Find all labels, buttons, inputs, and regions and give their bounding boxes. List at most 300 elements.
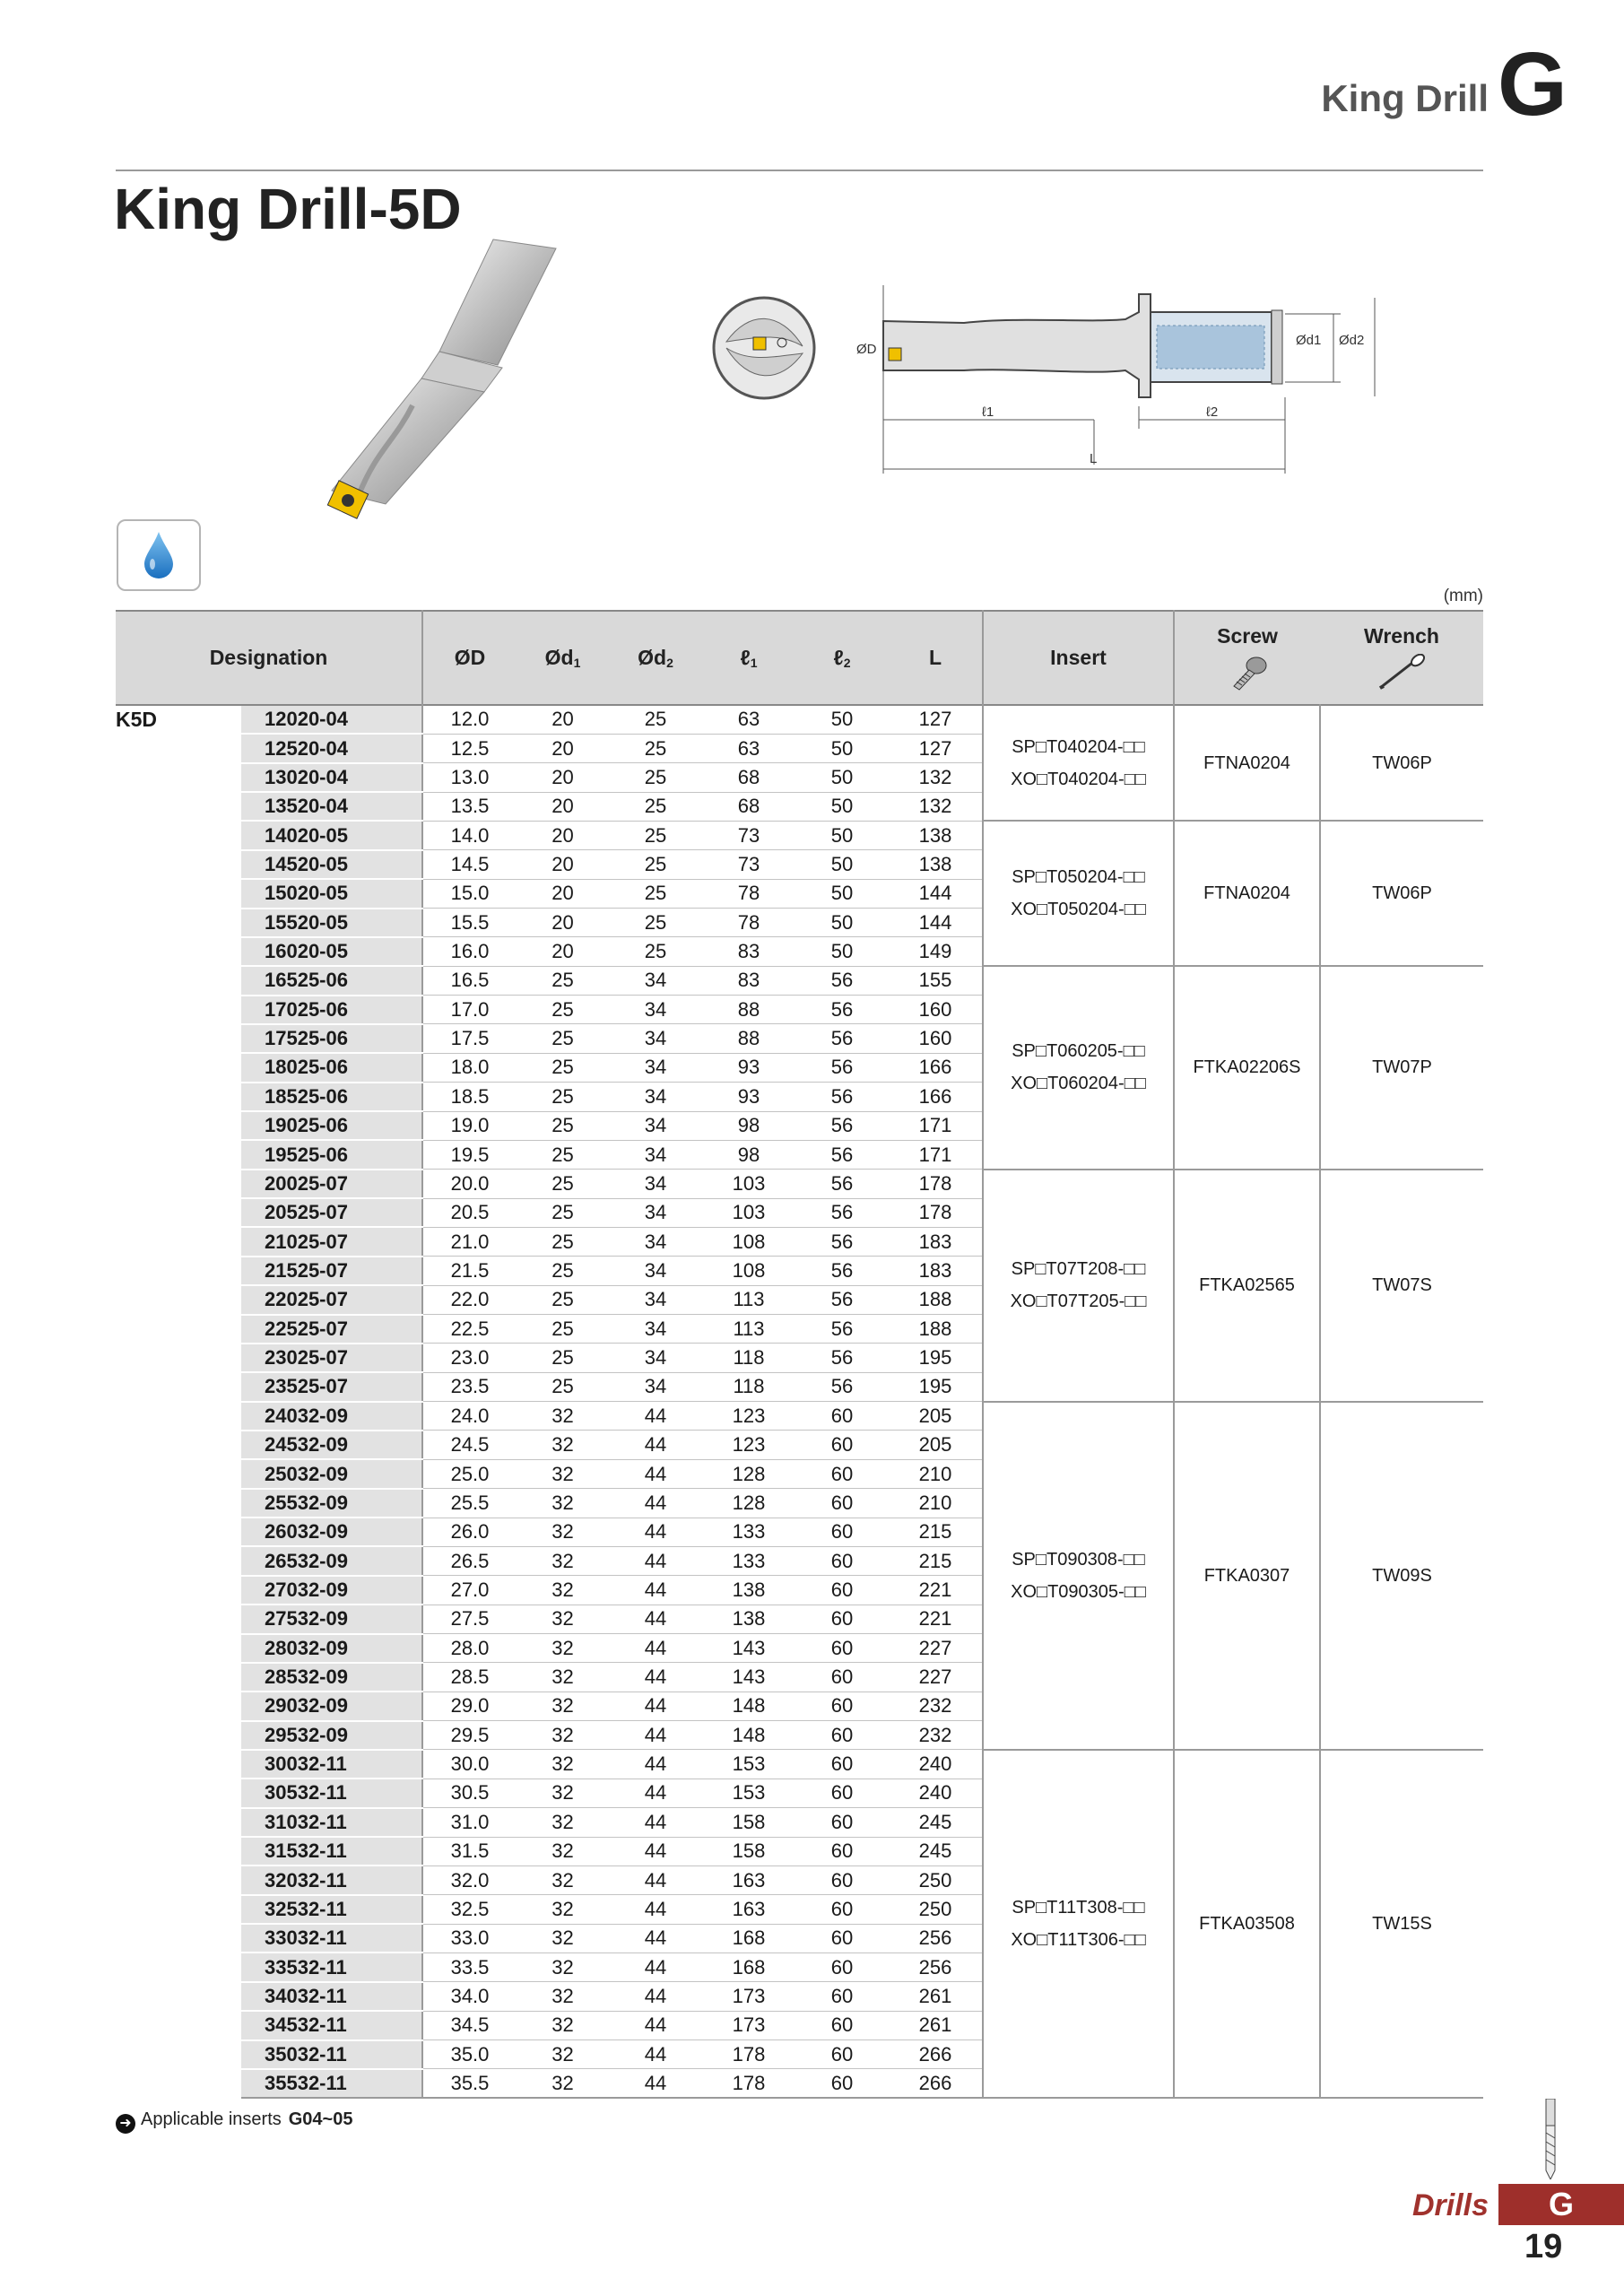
cell-L: 178: [889, 1170, 983, 1198]
cell-L: 132: [889, 792, 983, 821]
drill-photo: [197, 235, 646, 540]
cell-L: 195: [889, 1344, 983, 1372]
cell-l2: 60: [795, 1518, 889, 1546]
cell-l1: 108: [702, 1227, 795, 1256]
cell-designation: 14020-05: [241, 821, 422, 849]
cell-od: 18.5: [422, 1083, 517, 1111]
cell-od1: 32: [517, 1576, 609, 1605]
cell-screw: FTNA0204: [1174, 821, 1320, 966]
cell-L: 250: [889, 1866, 983, 1894]
cell-l1: 118: [702, 1372, 795, 1401]
cell-od1: 25: [517, 1140, 609, 1169]
applicable-inserts-reference[interactable]: [116, 2109, 352, 2134]
table-row: [116, 821, 1483, 849]
insert-code: SP□T090308-□□: [1012, 1549, 1145, 1570]
cell-L: 256: [889, 1924, 983, 1952]
cell-l1: 78: [702, 909, 795, 937]
cell-od2: 44: [609, 1576, 702, 1605]
cell-od: 19.5: [422, 1140, 517, 1169]
cell-l2: 56: [795, 1111, 889, 1140]
insert-code: XO□T050204-□□: [1011, 900, 1146, 920]
cell-screw: FTKA03508: [1174, 1750, 1320, 2098]
cell-designation: 17025-06: [241, 996, 422, 1024]
cell-L: 240: [889, 1750, 983, 1779]
cell-od1: 25: [517, 1344, 609, 1372]
cell-l1: 153: [702, 1779, 795, 1807]
cell-od1: 25: [517, 1111, 609, 1140]
cell-od: 35.0: [422, 2040, 517, 2069]
insert-code: SP□T050204-□□: [1012, 867, 1145, 888]
cell-od2: 44: [609, 1952, 702, 1981]
col-L: L: [889, 611, 983, 705]
cell-designation: 33532-11: [241, 1952, 422, 1981]
cell-l2: 60: [795, 1576, 889, 1605]
cell-L: 221: [889, 1605, 983, 1633]
cell-designation: 21525-07: [241, 1257, 422, 1285]
cell-l2: 50: [795, 792, 889, 821]
cell-od1: 25: [517, 1170, 609, 1198]
cell-od2: 44: [609, 1924, 702, 1952]
cell-l2: 60: [795, 1866, 889, 1894]
cell-designation: 34532-11: [241, 2011, 422, 2039]
col-l2: [795, 611, 889, 705]
ref-page: G04~05: [288, 2109, 353, 2129]
cell-l2: 60: [795, 1692, 889, 1720]
cell-od: 12.0: [422, 705, 517, 734]
cell-l2: 50: [795, 763, 889, 792]
cell-designation: 30032-11: [241, 1750, 422, 1779]
cell-l1: 118: [702, 1344, 795, 1372]
cell-od: 32.5: [422, 1895, 517, 1924]
cell-l1: 123: [702, 1402, 795, 1431]
cell-od1: 32: [517, 1663, 609, 1692]
cell-od2: 34: [609, 1024, 702, 1053]
cell-wrench: TW06P: [1320, 705, 1483, 821]
cell-wrench: TW07P: [1320, 966, 1483, 1170]
cell-od1: 32: [517, 1837, 609, 1866]
cell-L: 266: [889, 2040, 983, 2069]
cell-od1: 20: [517, 705, 609, 734]
cell-L: 195: [889, 1372, 983, 1401]
cell-designation: 31032-11: [241, 1808, 422, 1837]
cell-designation: 18025-06: [241, 1053, 422, 1082]
category-label: Drills: [1412, 2188, 1489, 2222]
cell-od1: 32: [517, 1808, 609, 1837]
cell-l1: 143: [702, 1634, 795, 1663]
cell-designation: 25032-09: [241, 1459, 422, 1488]
cell-designation: 19025-06: [241, 1111, 422, 1140]
cell-od: 20.5: [422, 1198, 517, 1227]
cell-L: 232: [889, 1692, 983, 1720]
cell-l2: 60: [795, 1808, 889, 1837]
cell-designation: 32532-11: [241, 1895, 422, 1924]
cell-od2: 25: [609, 763, 702, 792]
internal-coolant-badge: [117, 519, 201, 591]
cell-od2: 34: [609, 1344, 702, 1372]
cell-l1: 148: [702, 1692, 795, 1720]
cell-l2: 60: [795, 1489, 889, 1518]
cell-od2: 34: [609, 1372, 702, 1401]
cell-l1: 108: [702, 1257, 795, 1285]
header-section-letter: G: [1498, 34, 1568, 135]
cell-designation: 20525-07: [241, 1198, 422, 1227]
cell-l2: 60: [795, 2040, 889, 2069]
cell-l2: 56: [795, 1170, 889, 1198]
insert-code: XO□T060204-□□: [1011, 1074, 1146, 1094]
cell-L: 132: [889, 763, 983, 792]
insert-code: SP□T11T308-□□: [1012, 1898, 1145, 1918]
cell-l1: 143: [702, 1663, 795, 1692]
cell-designation: 15520-05: [241, 909, 422, 937]
cell-od: 27.5: [422, 1605, 517, 1633]
cell-l2: 60: [795, 1459, 889, 1488]
cell-L: 171: [889, 1111, 983, 1140]
cell-od1: 25: [517, 996, 609, 1024]
cell-designation: 19525-06: [241, 1140, 422, 1169]
cell-od: 17.5: [422, 1024, 517, 1053]
cell-designation: 22525-07: [241, 1315, 422, 1344]
col-insert: Insert: [983, 611, 1174, 705]
table-row: [116, 966, 1483, 995]
cell-L: 227: [889, 1663, 983, 1692]
cell-designation: 22025-07: [241, 1285, 422, 1314]
cell-od: 29.0: [422, 1692, 517, 1720]
cell-od1: 32: [517, 1546, 609, 1575]
cell-l1: 163: [702, 1895, 795, 1924]
cell-l1: 68: [702, 792, 795, 821]
page-title: King Drill-5D: [114, 177, 462, 241]
cell-od2: 44: [609, 1431, 702, 1459]
cell-od: 30.0: [422, 1750, 517, 1779]
cell-od: 33.5: [422, 1952, 517, 1981]
cell-designation: 24032-09: [241, 1402, 422, 1431]
cell-od2: 44: [609, 1692, 702, 1720]
cell-designation: 32032-11: [241, 1866, 422, 1894]
cell-l2: 60: [795, 1431, 889, 1459]
cell-od1: 25: [517, 1257, 609, 1285]
cell-l1: 168: [702, 1924, 795, 1952]
cell-designation: 33032-11: [241, 1924, 422, 1952]
cell-l1: 133: [702, 1518, 795, 1546]
cell-od: 13.5: [422, 792, 517, 821]
cell-designation: 23525-07: [241, 1372, 422, 1401]
col-l1: [702, 611, 795, 705]
cell-l2: 56: [795, 1315, 889, 1344]
cell-od: 34.0: [422, 1982, 517, 2011]
cell-od1: 32: [517, 1895, 609, 1924]
label-od2: Ød2: [1339, 333, 1365, 348]
cell-od: 21.0: [422, 1227, 517, 1256]
insert-code: SP□T040204-□□: [1012, 736, 1145, 757]
cell-od2: 34: [609, 1227, 702, 1256]
cell-l2: 50: [795, 705, 889, 734]
cell-designation: 27032-09: [241, 1576, 422, 1605]
arrow-right-icon: ➜: [116, 2114, 135, 2134]
cell-l1: 158: [702, 1808, 795, 1837]
insert-code: XO□T090305-□□: [1011, 1581, 1146, 1602]
cell-L: 144: [889, 909, 983, 937]
cell-L: 149: [889, 937, 983, 966]
cell-od1: 32: [517, 1692, 609, 1720]
cell-od: 33.0: [422, 1924, 517, 1952]
section-tab[interactable]: G: [1498, 2184, 1624, 2225]
cell-l2: 56: [795, 966, 889, 995]
cell-od1: 32: [517, 1402, 609, 1431]
header-product-name: King Drill: [1321, 77, 1489, 119]
cell-od2: 25: [609, 705, 702, 734]
cell-L: 178: [889, 1198, 983, 1227]
cell-od2: 44: [609, 1489, 702, 1518]
cell-L: 171: [889, 1140, 983, 1169]
table-row: [116, 1170, 1483, 1198]
col-screw-label: Screw: [1217, 624, 1278, 648]
cell-od1: 32: [517, 1459, 609, 1488]
cell-od: 31.0: [422, 1808, 517, 1837]
label-l1: ℓ1: [982, 404, 994, 420]
cell-l2: 60: [795, 1750, 889, 1779]
cell-od: 19.0: [422, 1111, 517, 1140]
cell-l2: 60: [795, 2069, 889, 2098]
cell-designation: 13020-04: [241, 763, 422, 792]
cell-od2: 34: [609, 1053, 702, 1082]
cell-od1: 32: [517, 2040, 609, 2069]
cell-designation: 14520-05: [241, 850, 422, 879]
cell-L: 166: [889, 1053, 983, 1082]
cell-designation: 13520-04: [241, 792, 422, 821]
cell-L: 215: [889, 1546, 983, 1575]
cell-L: 138: [889, 850, 983, 879]
cell-designation: 26532-09: [241, 1546, 422, 1575]
cell-od: 22.5: [422, 1315, 517, 1344]
cell-od2: 25: [609, 909, 702, 937]
table-header-row: [116, 611, 1483, 705]
cell-l2: 56: [795, 1257, 889, 1285]
cell-L: 205: [889, 1431, 983, 1459]
cell-l1: 93: [702, 1083, 795, 1111]
cell-l1: 163: [702, 1866, 795, 1894]
cell-od: 23.0: [422, 1344, 517, 1372]
cell-L: 245: [889, 1808, 983, 1837]
cell-od2: 44: [609, 1779, 702, 1807]
cell-designation: 28032-09: [241, 1634, 422, 1663]
cell-l1: 83: [702, 937, 795, 966]
cell-L: 232: [889, 1721, 983, 1750]
cell-l1: 83: [702, 966, 795, 995]
cell-l1: 73: [702, 850, 795, 879]
drill-thumbnail-icon: [1539, 2099, 1562, 2179]
cell-od2: 44: [609, 1634, 702, 1663]
label-od: ØD: [856, 342, 877, 357]
cell-l2: 56: [795, 1372, 889, 1401]
specification-table: [116, 610, 1483, 2099]
cell-L: 240: [889, 1779, 983, 1807]
cell-od2: 34: [609, 1198, 702, 1227]
col-l1-text: ℓ: [740, 646, 751, 669]
cell-L: 166: [889, 1083, 983, 1111]
cell-l2: 56: [795, 1198, 889, 1227]
insert-code: XO□T07T205-□□: [1010, 1292, 1147, 1312]
cell-od1: 32: [517, 2011, 609, 2039]
cell-od1: 25: [517, 1024, 609, 1053]
cell-od2: 44: [609, 1808, 702, 1837]
cell-designation: 12020-04: [241, 705, 422, 734]
cell-designation: 28532-09: [241, 1663, 422, 1692]
cell-L: 261: [889, 2011, 983, 2039]
cell-insert: [983, 705, 1174, 821]
insert-code: XO□T11T306-□□: [1011, 1930, 1146, 1951]
cell-L: 160: [889, 996, 983, 1024]
unit-label: (mm): [1443, 587, 1483, 605]
cell-l1: 63: [702, 734, 795, 762]
table-row: [116, 705, 1483, 734]
cell-L: 215: [889, 1518, 983, 1546]
col-wrench: [1320, 611, 1483, 705]
cell-od2: 44: [609, 1518, 702, 1546]
cell-od1: 20: [517, 909, 609, 937]
cell-od: 18.0: [422, 1053, 517, 1082]
cell-od2: 44: [609, 1546, 702, 1575]
cell-od1: 25: [517, 1285, 609, 1314]
cell-insert: [983, 966, 1174, 1170]
cell-l2: 60: [795, 2011, 889, 2039]
cell-L: 138: [889, 821, 983, 849]
cell-l2: 56: [795, 1024, 889, 1053]
cell-od2: 25: [609, 879, 702, 908]
cell-l1: 73: [702, 821, 795, 849]
cell-L: 183: [889, 1257, 983, 1285]
cell-designation: 30532-11: [241, 1779, 422, 1807]
wrench-icon: [1375, 654, 1429, 691]
series-code: K5D: [116, 708, 158, 731]
cell-od: 13.0: [422, 763, 517, 792]
cell-l1: 63: [702, 705, 795, 734]
cell-L: 210: [889, 1459, 983, 1488]
cell-od1: 25: [517, 1053, 609, 1082]
cell-od2: 44: [609, 1750, 702, 1779]
cell-l2: 60: [795, 1952, 889, 1981]
cell-od1: 25: [517, 1083, 609, 1111]
cell-l1: 173: [702, 1982, 795, 2011]
cell-l1: 113: [702, 1285, 795, 1314]
cell-L: 210: [889, 1489, 983, 1518]
cell-l1: 138: [702, 1576, 795, 1605]
cell-l2: 60: [795, 1663, 889, 1692]
cell-od: 15.0: [422, 879, 517, 908]
cell-l2: 60: [795, 1634, 889, 1663]
cell-designation: 17525-06: [241, 1024, 422, 1053]
cell-od: 14.5: [422, 850, 517, 879]
col-screw: [1174, 611, 1320, 705]
cell-od: 21.5: [422, 1257, 517, 1285]
cell-od: 25.0: [422, 1459, 517, 1488]
cell-wrench: TW15S: [1320, 1750, 1483, 2098]
cell-l2: 60: [795, 1546, 889, 1575]
cell-od1: 20: [517, 850, 609, 879]
col-od2-sub: 2: [666, 656, 673, 670]
cell-od1: 20: [517, 879, 609, 908]
header-rule: [116, 170, 1483, 171]
cell-l1: 98: [702, 1111, 795, 1140]
col-od1: [517, 611, 609, 705]
cell-l2: 50: [795, 909, 889, 937]
cell-L: 245: [889, 1837, 983, 1866]
col-l2-text: ℓ: [833, 646, 844, 669]
cell-l2: 56: [795, 1083, 889, 1111]
cell-od2: 44: [609, 1605, 702, 1633]
cell-designation: 18525-06: [241, 1083, 422, 1111]
cell-od: 20.0: [422, 1170, 517, 1198]
cell-L: 227: [889, 1634, 983, 1663]
cell-od2: 34: [609, 966, 702, 995]
cell-l2: 56: [795, 996, 889, 1024]
cell-designation: 16525-06: [241, 966, 422, 995]
cell-designation: 21025-07: [241, 1227, 422, 1256]
ref-text: Applicable inserts: [141, 2109, 282, 2129]
col-od: ØD: [422, 611, 517, 705]
cell-designation: 15020-05: [241, 879, 422, 908]
cell-od1: 32: [517, 1924, 609, 1952]
cell-od1: 32: [517, 1605, 609, 1633]
cell-designation: 20025-07: [241, 1170, 422, 1198]
cell-L: 261: [889, 1982, 983, 2011]
cell-od1: 32: [517, 1489, 609, 1518]
cell-L: 188: [889, 1285, 983, 1314]
cell-od: 14.0: [422, 821, 517, 849]
cell-designation: 29032-09: [241, 1692, 422, 1720]
cell-od: 25.5: [422, 1489, 517, 1518]
cell-L: 221: [889, 1576, 983, 1605]
cell-od: 23.5: [422, 1372, 517, 1401]
cell-od1: 20: [517, 763, 609, 792]
cell-insert: [983, 821, 1174, 966]
table-row: [116, 1402, 1483, 1431]
cell-od2: 34: [609, 1083, 702, 1111]
cell-l2: 56: [795, 1053, 889, 1082]
cell-l1: 88: [702, 996, 795, 1024]
cell-l2: 60: [795, 1924, 889, 1952]
cell-l1: 103: [702, 1198, 795, 1227]
cell-L: 205: [889, 1402, 983, 1431]
cell-od2: 25: [609, 792, 702, 821]
table-row: [116, 1750, 1483, 1779]
cell-od1: 20: [517, 734, 609, 762]
cell-designation: 25532-09: [241, 1489, 422, 1518]
col-designation: Designation: [116, 611, 422, 705]
cell-l1: 113: [702, 1315, 795, 1344]
col-l2-sub: 2: [843, 656, 851, 670]
cell-od1: 25: [517, 1198, 609, 1227]
cell-designation: 35032-11: [241, 2040, 422, 2069]
cell-od2: 44: [609, 2011, 702, 2039]
cell-l1: 138: [702, 1605, 795, 1633]
cell-screw: FTKA02565: [1174, 1170, 1320, 1402]
cell-od: 26.5: [422, 1546, 517, 1575]
cell-l1: 178: [702, 2040, 795, 2069]
cell-od1: 20: [517, 821, 609, 849]
cell-l2: 60: [795, 1402, 889, 1431]
page-number: 19: [1524, 2228, 1563, 2266]
cell-designation: 35532-11: [241, 2069, 422, 2098]
cell-od2: 34: [609, 1315, 702, 1344]
cell-l2: 50: [795, 821, 889, 849]
cell-l1: 123: [702, 1431, 795, 1459]
cell-designation: 29532-09: [241, 1721, 422, 1750]
cell-l2: 56: [795, 1140, 889, 1169]
cell-l1: 103: [702, 1170, 795, 1198]
cell-od2: 34: [609, 996, 702, 1024]
cell-screw: FTNA0204: [1174, 705, 1320, 821]
cell-L: 127: [889, 705, 983, 734]
